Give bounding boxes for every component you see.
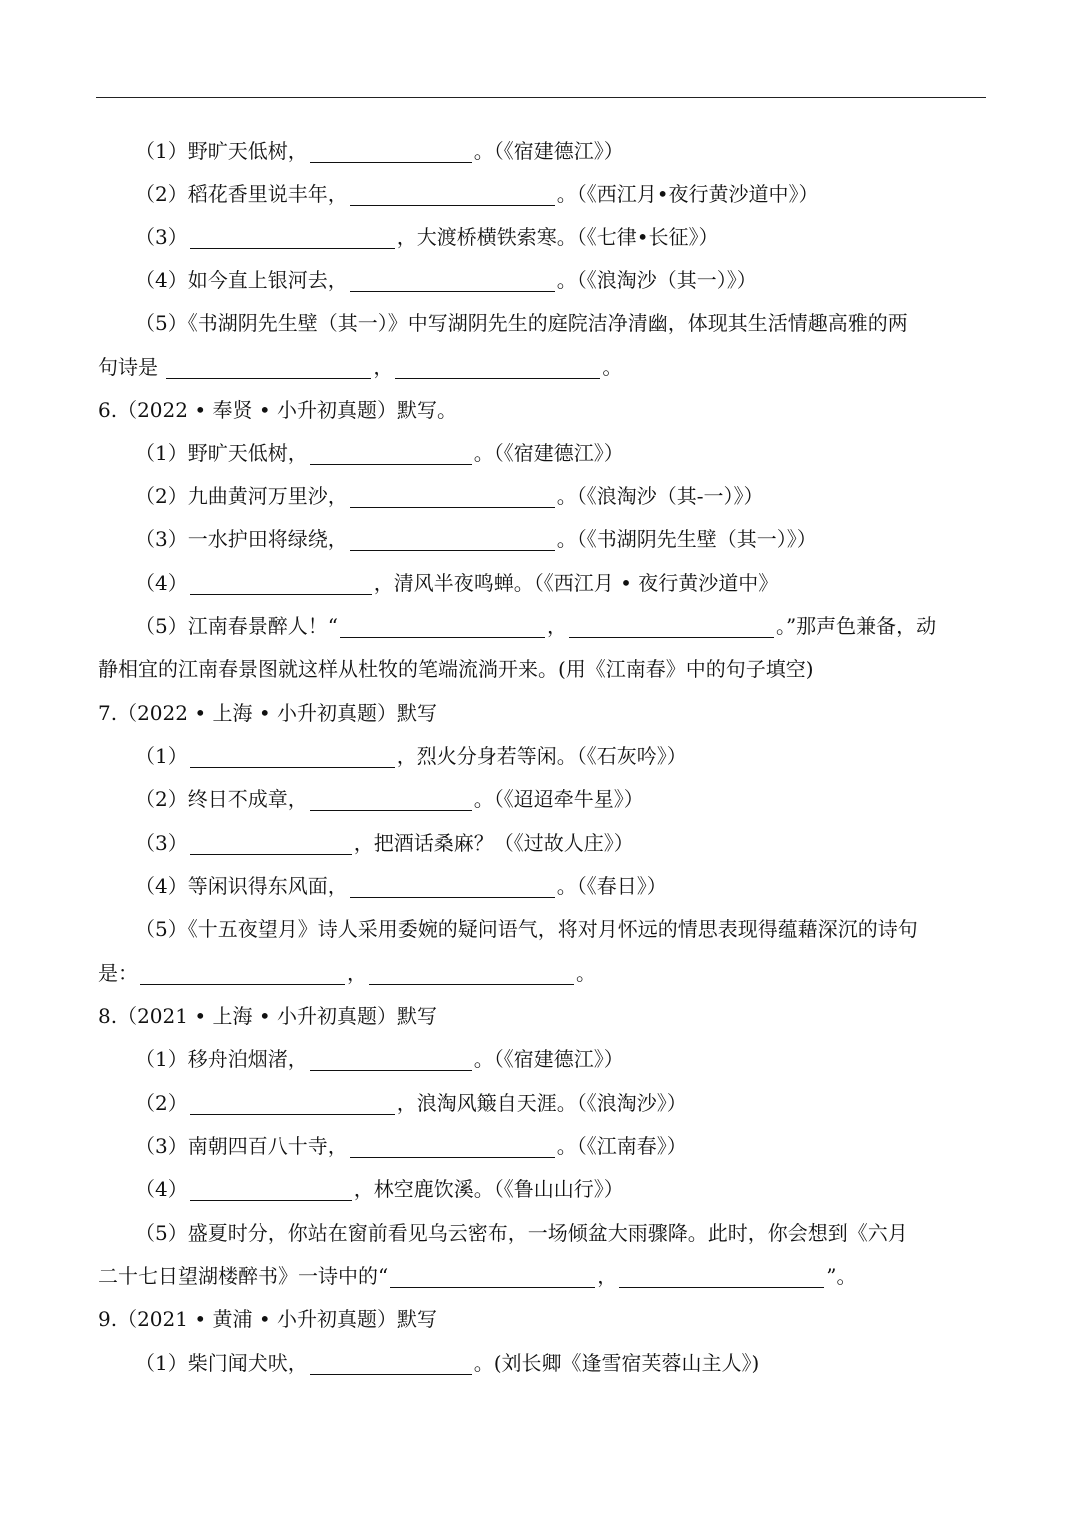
answer-blank[interactable] [310, 810, 472, 811]
question-line: （3） ，大渡桥横铁索寒。（《七律•长征》） [135, 225, 719, 249]
answer-blank[interactable] [140, 984, 345, 985]
question-line: （4） ，林空鹿饮溪。（《鲁山山行》） [135, 1177, 624, 1201]
answer-blank[interactable] [310, 1374, 472, 1375]
answer-blank[interactable] [350, 507, 555, 508]
question-heading-9: 9.（2021 • 黄浦 • 小升初真题）默写 [98, 1307, 438, 1331]
answer-blank[interactable] [350, 291, 555, 292]
question-heading-8: 8.（2021 • 上海 • 小升初真题）默写 [98, 1004, 438, 1028]
answer-blank[interactable] [390, 1287, 595, 1288]
question-line: （1）移舟泊烟渚， 。（《宿建德江》） [135, 1047, 624, 1071]
answer-blank[interactable] [310, 464, 472, 465]
question-line: （2）九曲黄河万里沙， 。（《浪淘沙（其-一）》） [135, 484, 764, 508]
question-line: （1） ，烈火分身若等闲。（《石灰吟》） [135, 744, 687, 768]
answer-blank[interactable] [190, 1200, 352, 1201]
answer-blank[interactable] [350, 1157, 555, 1158]
question-heading-6: 6.（2022 • 奉贤 • 小升初真题）默写。 [98, 398, 458, 422]
question-line: （5）《书湖阴先生壁（其一）》中写湖阴先生的庭院洁净清幽，体现其生活情趣高雅的两 [135, 311, 908, 335]
question-line: （1）野旷天低树， 。（《宿建德江》） [135, 441, 624, 465]
answer-blank[interactable] [190, 248, 395, 249]
question-line: （3）一水护田将绿绕， 。（《书湖阴先生壁（其一）》） [135, 527, 817, 551]
answer-blank[interactable] [350, 205, 555, 206]
question-line: （5）《十五夜望月》诗人采用委婉的疑问语气，将对月怀远的情思表现得蕴藉深沉的诗句 [135, 917, 918, 941]
answer-blank[interactable] [190, 854, 352, 855]
answer-blank[interactable] [310, 1070, 472, 1071]
answer-blank[interactable] [166, 378, 371, 379]
answer-blank[interactable] [395, 378, 600, 379]
question-line: 二十七日望湖楼醉书》一诗中的“ ， ”。 [98, 1264, 857, 1288]
answer-blank[interactable] [340, 637, 545, 638]
answer-blank[interactable] [190, 1114, 395, 1115]
question-line: （2）终日不成章， 。（《迢迢牵牛星》） [135, 787, 644, 811]
question-line: （3）南朝四百八十寺， 。（《江南春》） [135, 1134, 687, 1158]
question-line: （5）江南春景醉人！“ ， 。”那声色兼备，动 [135, 614, 937, 638]
question-line: （1）野旷天低树， 。（《宿建德江》） [135, 139, 624, 163]
header-rule [96, 97, 986, 98]
question-line: （4）等闲识得东风面， 。（《春日》） [135, 874, 667, 898]
question-line: （2） ，浪淘风簸自天涯。（《浪淘沙》） [135, 1091, 687, 1115]
question-heading-7: 7.（2022 • 上海 • 小升初真题）默写 [98, 701, 438, 725]
answer-blank[interactable] [569, 637, 774, 638]
question-line: 句诗是 ， 。 [98, 355, 623, 379]
question-line: （5）盛夏时分，你站在窗前看见乌云密布，一场倾盆大雨骤降。此时，你会想到《六月 [135, 1221, 908, 1245]
question-line: 静相宜的江南春景图就这样从杜牧的笔端流淌开来。(用《江南春》中的句子填空) [98, 657, 814, 681]
answer-blank[interactable] [619, 1287, 824, 1288]
answer-blank[interactable] [310, 162, 472, 163]
question-line: （2）稻花香里说丰年， 。（《西江月•夜行黄沙道中》） [135, 182, 819, 206]
question-line: （3） ，把酒话桑麻？（《过故人庄》） [135, 831, 634, 855]
question-line: 是： ， 。 [98, 961, 596, 985]
question-line: （4） ，清风半夜鸣蝉。（《西江月 • 夜行黄沙道中》 [135, 571, 779, 595]
answer-blank[interactable] [190, 767, 395, 768]
question-line: （4）如今直上银河去， 。（《浪淘沙（其一）》） [135, 268, 757, 292]
answer-blank[interactable] [350, 897, 555, 898]
answer-blank[interactable] [369, 984, 574, 985]
answer-blank[interactable] [350, 550, 555, 551]
answer-blank[interactable] [190, 594, 372, 595]
question-line: （1）柴门闻犬吠， 。(刘长卿《逢雪宿芙蓉山主人》) [135, 1351, 760, 1375]
